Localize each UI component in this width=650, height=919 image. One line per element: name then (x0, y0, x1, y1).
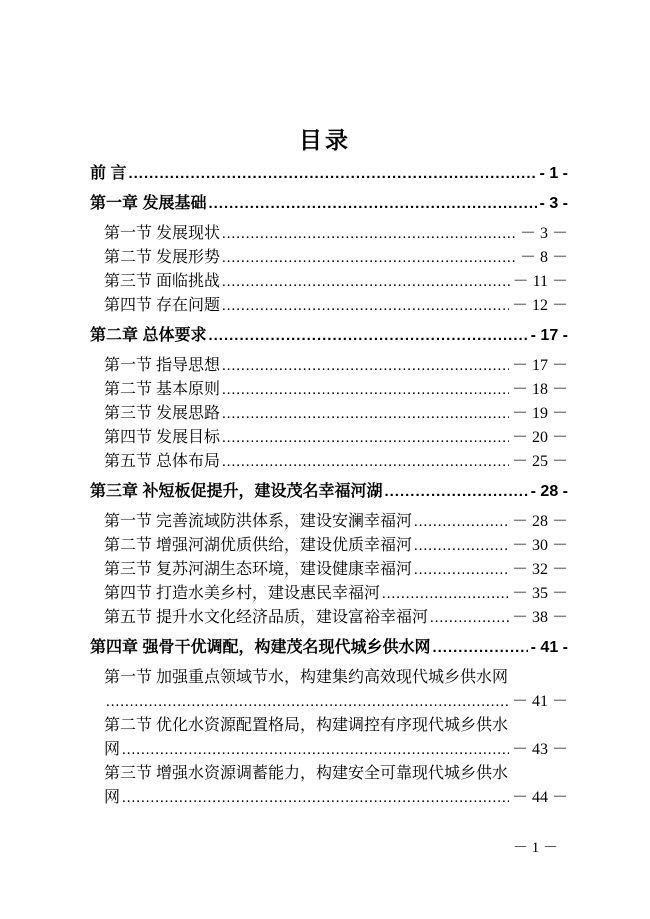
dot-leader (432, 636, 527, 660)
dot-leader (222, 246, 517, 270)
toc-list (90, 156, 568, 810)
dot-leader (414, 558, 509, 582)
toc-entry-label: 第一节 完善流域防洪体系，建设安澜幸福河 (104, 513, 413, 530)
toc-entry-label: 第二节 发展形势 (104, 249, 221, 266)
toc-entry-line[interactable] (90, 324, 568, 348)
toc-entry-label: 第三节 复苏河湖生态环境，建设健康幸福河 (104, 561, 413, 578)
toc-entry-page: － 30 － (511, 537, 568, 554)
toc-entry-label: 第一节 加强重点领域节水，构建集约高效现代城乡供水网 (104, 669, 509, 686)
toc-entry-line[interactable] (90, 762, 568, 786)
dot-leader (222, 222, 517, 246)
toc-entry-label: 第三节 面临挑战 (104, 273, 221, 290)
toc-entry-line[interactable] (90, 222, 568, 246)
toc-entry-line[interactable] (90, 582, 568, 606)
toc-entry-line[interactable] (90, 690, 568, 714)
toc-entry-label: 第三节 增强水资源调蓄能力，构建安全可靠现代城乡供水 (104, 765, 509, 782)
toc-entry-page: - 17 - (530, 327, 568, 344)
dot-leader (128, 162, 536, 186)
toc-entry-page: - 41 - (530, 639, 568, 656)
toc-entry-page: － 19 － (511, 405, 568, 422)
toc-entry-page: － 44 － (511, 789, 568, 806)
dot-leader (208, 192, 536, 216)
toc-entry-label: 第四节 存在问题 (104, 297, 221, 314)
dot-leader (430, 606, 509, 630)
toc-entry-page: － 18 － (511, 381, 568, 398)
toc-entry-label: 网 (104, 789, 121, 806)
dot-leader (208, 324, 527, 348)
toc-entry-label: 前 言 (90, 165, 127, 182)
dot-leader (222, 294, 509, 318)
toc-entry-line[interactable] (90, 426, 568, 450)
toc-entry-label: 第四节 打造水美乡村，建设惠民幸福河 (104, 585, 381, 602)
toc-entry-line[interactable] (90, 402, 568, 426)
toc-entry-page: － 32 － (511, 561, 568, 578)
toc-entry-line[interactable] (90, 354, 568, 378)
toc-entry-page: － 3 － (519, 225, 568, 242)
toc-entry-line[interactable] (90, 378, 568, 402)
toc-entry-label: 第四章 强骨干优调配，构建茂名现代城乡供水网 (90, 639, 431, 656)
toc-entry-line[interactable] (90, 246, 568, 270)
toc-entry-line[interactable] (90, 606, 568, 630)
toc-entry-page: - 1 - (539, 165, 568, 182)
toc-entry-line[interactable] (90, 294, 568, 318)
toc-entry-page: - 3 - (539, 195, 568, 212)
toc-entry-label: 第一节 指导思想 (104, 357, 221, 374)
toc-entry-page: － 28 － (511, 513, 568, 530)
dot-leader (384, 480, 527, 504)
toc-entry-label: 第三章 补短板促提升，建设茂名幸福河湖 (90, 483, 383, 500)
dot-leader (222, 426, 509, 450)
dot-leader (222, 354, 509, 378)
dot-leader (222, 450, 509, 474)
toc-entry-label: 第二节 增强河湖优质供给，建设优质幸福河 (104, 537, 413, 554)
dot-leader (382, 582, 509, 606)
toc-entry-line[interactable] (90, 786, 568, 810)
toc-entry-page: － 38 － (511, 609, 568, 626)
footer-page-number: － 1 － (512, 840, 558, 856)
dot-leader (222, 402, 509, 426)
toc-entry-line[interactable] (90, 558, 568, 582)
dot-leader (122, 738, 509, 762)
toc-entry-page: － 41 － (511, 693, 568, 710)
toc-entry-page: － 17 － (511, 357, 568, 374)
toc-entry-label: 第二节 优化水资源配置格局，构建调控有序现代城乡供水 (104, 717, 509, 734)
toc-entry-line[interactable] (90, 270, 568, 294)
toc-entry-page: － 25 － (511, 453, 568, 470)
toc-entry-line[interactable] (90, 510, 568, 534)
toc-entry-line[interactable] (90, 534, 568, 558)
toc-entry-page: - 28 - (530, 483, 568, 500)
toc-entry-label: 第二节 基本原则 (104, 381, 221, 398)
toc-entry-line[interactable] (90, 738, 568, 762)
toc-entry-label: 第一节 发展现状 (104, 225, 221, 242)
dot-leader (222, 270, 510, 294)
toc-entry-line[interactable] (90, 480, 568, 504)
toc-entry-page: － 35 － (511, 585, 568, 602)
toc-entry-line[interactable] (90, 666, 568, 690)
toc-entry-line[interactable] (90, 636, 568, 660)
toc-entry-page: － 8 － (519, 249, 568, 266)
toc-entry-label: 第五节 提升水文化经济品质，建设富裕幸福河 (104, 609, 429, 626)
toc-entry-line[interactable] (90, 714, 568, 738)
dot-leader (414, 534, 509, 558)
toc-entry-label: 网 (104, 741, 121, 758)
toc-entry-page: － 12 － (511, 297, 568, 314)
toc-entry-label: 第三节 发展思路 (104, 405, 221, 422)
toc-entry-label: 第四节 发展目标 (104, 429, 221, 446)
toc-entry-label: 第二章 总体要求 (90, 327, 207, 344)
toc-entry-label: 第一章 发展基础 (90, 195, 207, 212)
toc-entry-page: － 11 － (512, 273, 568, 290)
toc-title: 目录 (299, 127, 351, 153)
dot-leader (106, 690, 509, 714)
toc-entry-line[interactable] (90, 162, 568, 186)
dot-leader (414, 510, 509, 534)
toc-entry-line[interactable] (90, 450, 568, 474)
dot-leader (122, 786, 509, 810)
toc-entry-label: 第五节 总体布局 (104, 453, 221, 470)
toc-entry-line[interactable] (90, 192, 568, 216)
dot-leader (222, 378, 509, 402)
toc-entry-page: － 20 － (511, 429, 568, 446)
toc-entry-page: － 43 － (511, 741, 568, 758)
